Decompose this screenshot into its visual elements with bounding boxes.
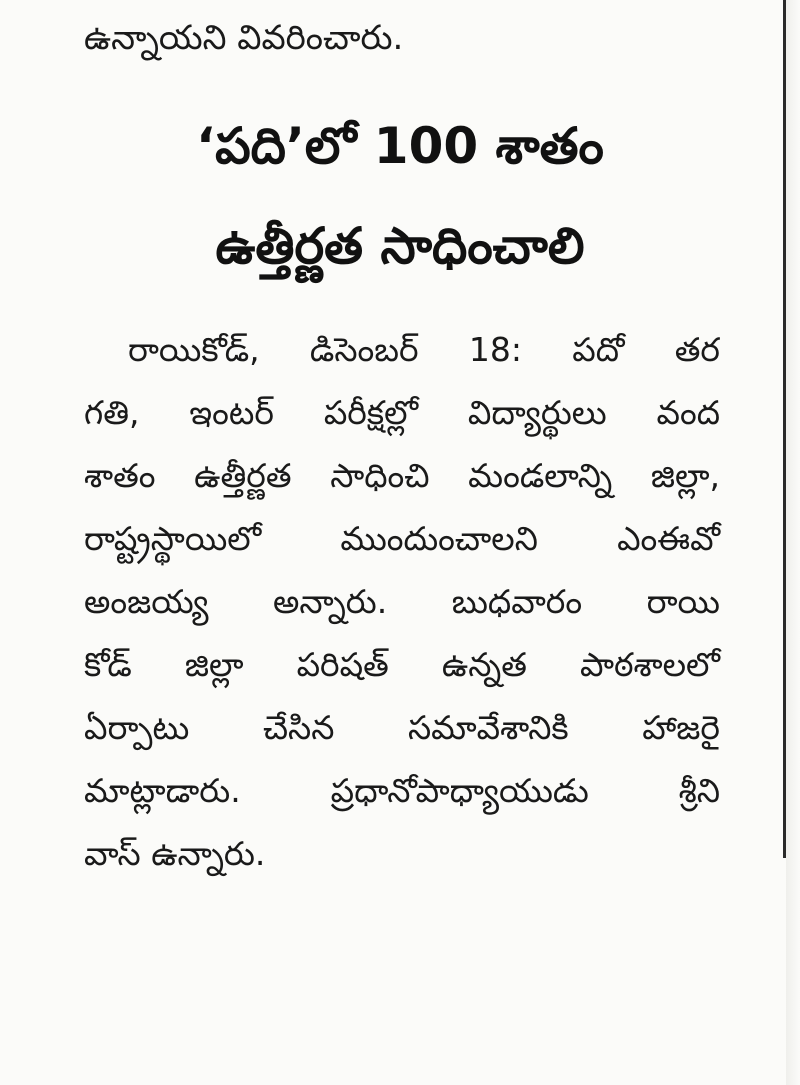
body-line: వాస్ ఉన్నారు. — [84, 834, 266, 873]
body-line: మాట్లాడారు. ప్రధానోపాధ్యాయుడు శ్రీని — [84, 771, 720, 810]
previous-article-last-line: ఉన్నాయని వివరించారు. — [84, 18, 404, 58]
article-body — [84, 318, 720, 885]
body-line: అంజయ్య అన్నారు. బుధవారం రాయి — [84, 582, 720, 621]
cropped-previous-line — [80, 0, 690, 6]
body-line: శాతం ఉత్తీర్ణత సాధించి మండలాన్ని జిల్లా, — [84, 456, 720, 495]
body-line: రాయికోడ్, డిసెంబర్ 18: పదో తర — [128, 330, 720, 369]
headline-line-2: ఉత్తీర్ణత సాధించాలి — [215, 217, 585, 275]
body-line: ఏర్పాటు చేసిన సమావేశానికి హాజరై — [84, 708, 720, 747]
body-line: గతి, ఇంటర్ పరీక్షల్లో విద్యార్థులు వంద — [84, 393, 720, 432]
page-edge — [786, 0, 800, 1085]
headline-line-1: ‘పది’లో 100 శాతం — [196, 117, 604, 175]
article-headline — [70, 96, 730, 296]
body-line: కోడ్ జిల్లా పరిషత్ ఉన్నత పాఠశాలలో — [84, 645, 720, 684]
body-line: రాష్ట్రస్థాయిలో ముందుంచాలని ఎంఈవో — [84, 519, 720, 558]
